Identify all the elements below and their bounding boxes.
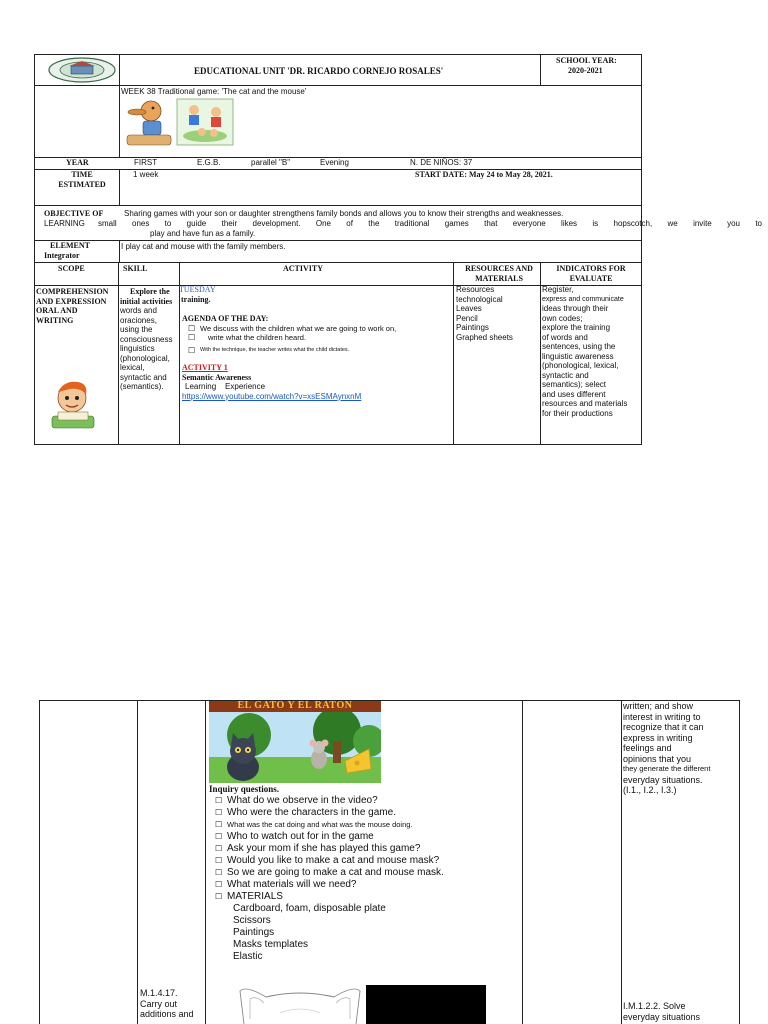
- materials-list: [209, 903, 521, 963]
- inquiry-section: [209, 784, 521, 963]
- indicators-continued: written; and show interest in writing to recognize that it can express in writing feelings and opinions that you they generate the different everyday situations. (I.1., I.2., I.3.): [623, 701, 711, 795]
- day-label: TUESDAY: [179, 285, 216, 294]
- students-count: N. DE NIÑOS: 37: [410, 158, 473, 167]
- inquiry-title: Inquiry questions.: [209, 784, 280, 794]
- shift-value: Evening: [320, 158, 349, 167]
- indicator-code: I.M.1.2.2. Solve everyday situations: [623, 1001, 701, 1022]
- skill-text: Explore the initial activities words and oraciones, using the consciousness linguistics (phonological, lexical, syntactic and (semantics).: [120, 287, 178, 392]
- agenda-item: ☐ We discuss with the children what we are going to work on,: [188, 324, 452, 334]
- resources-list: Resources technological Leaves Pencil Paintings Graphed sheets: [456, 285, 513, 342]
- banner-title: EL GATO Y EL RATÓN: [237, 701, 353, 711]
- institution-title: EDUCATIONAL UNIT 'DR. RICARDO CORNEJO ROSALES': [194, 66, 444, 76]
- element-text: I play cat and mouse with the family members.: [121, 242, 286, 251]
- question-item: ☐ Who were the characters in the game.: [215, 807, 521, 819]
- question-item: ☐ Who to watch out for in the game: [215, 831, 521, 843]
- scope-text: COMPREHENSION AND EXPRESSION ORAL AND WRITING: [36, 287, 109, 325]
- school-year-label: SCHOOL YEAR:: [556, 56, 617, 65]
- objective-line-2: small ones to guide their development. One of the traditional games that everyone likes is hopscotch, we invite you to: [98, 219, 762, 228]
- duration-value: 1 week: [133, 170, 159, 179]
- objective-line-3: play and have fun as a family.: [150, 229, 256, 238]
- start-date: START DATE: May 24 to May 28, 2021.: [415, 170, 553, 179]
- agenda-title: AGENDA OF THE DAY:: [182, 314, 269, 323]
- agenda-item: ☐ With the technique, the teacher writes what the child dictates.: [188, 346, 452, 356]
- material-item: Paintings: [233, 926, 275, 938]
- boy-illustration: [121, 97, 175, 149]
- agenda-list: [188, 324, 452, 356]
- skill-explore: Explore the: [130, 287, 170, 296]
- materials-heading: ☐ MATERIALS: [215, 891, 521, 903]
- col-skill: SKILL: [123, 264, 148, 273]
- agenda-item-cont: ☐ write what the children heard.: [188, 333, 452, 343]
- activity-text: [179, 285, 452, 401]
- week-title: WEEK 38 Traditional game: 'The cat and the mouse': [121, 87, 307, 96]
- mouse-mask-template: [366, 985, 486, 1024]
- cat-mouse-banner: [209, 701, 381, 783]
- activity-1-title: ACTIVITY 1: [182, 363, 228, 372]
- material-item: Elastic: [233, 950, 263, 962]
- skill-initial: initial activities: [120, 296, 173, 306]
- question-item: ☐ What do we observe in the video?: [215, 795, 521, 807]
- reading-boy-illustration: [44, 378, 102, 434]
- year-value: FIRST: [134, 158, 158, 167]
- learning-experience: Learning Experience: [185, 382, 266, 391]
- question-item: ☐ What was the cat doing and what was the mouse doing.: [215, 819, 521, 831]
- col-activity: ACTIVITY: [283, 264, 324, 273]
- indicators-list: Register, express and communicate ideas through their own codes; explore the training of words and sentences, using the linguistic awareness (phonological, lexical, syntactic and semantics); select and uses different resources and materials for their productions: [542, 285, 628, 418]
- element-label-2: Integrator: [44, 251, 80, 260]
- semantic-awareness: Semantic Awareness: [182, 372, 252, 382]
- video-link[interactable]: https://www.youtube.com/watch?v=xsESMAynxnM: [182, 391, 362, 401]
- element-label: ELEMENT: [50, 241, 91, 250]
- material-item: Cardboard, foam, disposable plate: [233, 902, 386, 914]
- inquiry-list: [215, 795, 521, 903]
- objective-line-1: Sharing games with your son or daughter strengthens family bonds and allows you to know their strengths and weaknesses.: [124, 209, 564, 218]
- school-year-value: 2020-2021: [568, 66, 603, 75]
- col-resources: RESOURCES AND MATERIALS: [465, 264, 533, 283]
- objective-label: OBJECTIVE OF: [44, 209, 104, 218]
- material-item: Masks templates: [233, 938, 309, 950]
- question-item: ☐ Ask your mom if she has played this game?: [215, 843, 521, 855]
- col-indicators: INDICATORS FOR EVALUATE: [556, 264, 626, 283]
- objective-label-2: LEARNING: [44, 219, 85, 228]
- school-logo: [47, 57, 119, 83]
- question-item: ☐ So we are going to make a cat and mouse mask.: [215, 867, 521, 879]
- time-label: TIME ESTIMATED: [58, 170, 106, 189]
- training-label: training.: [181, 294, 211, 304]
- skill-code: M.1.4.17. Carry out additions and: [140, 988, 194, 1019]
- question-item: ☐ Would you like to make a cat and mouse mask?: [215, 855, 521, 867]
- parallel-value: parallel "B": [251, 158, 291, 167]
- children-playing-illustration: [176, 98, 234, 146]
- col-scope: SCOPE: [58, 264, 85, 273]
- question-item: ☐ What materials will we need?: [215, 879, 521, 891]
- material-item: Scissors: [233, 914, 271, 926]
- cat-mask-outline: [236, 983, 364, 1024]
- level-value: E.G.B.: [197, 158, 221, 167]
- year-label: YEAR: [66, 158, 89, 167]
